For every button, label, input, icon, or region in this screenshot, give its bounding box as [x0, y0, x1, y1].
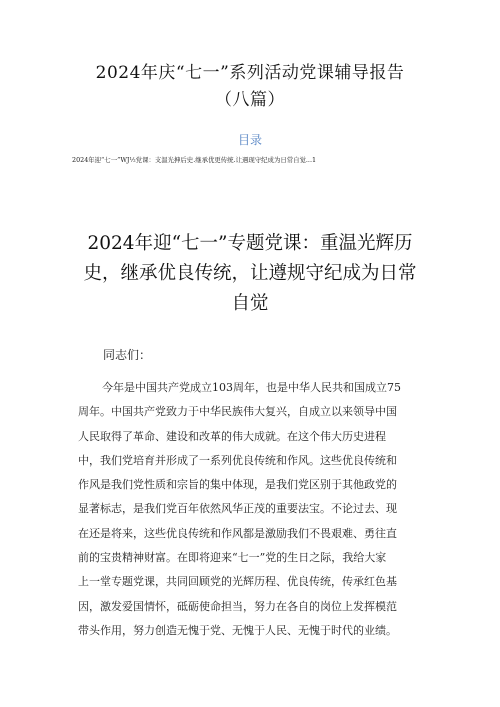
document-title	[40, 60, 460, 114]
body-line: 前的宝贵精神财富。在即将迎来“七一”党的生日之际，我给大家	[78, 551, 387, 565]
toc-heading: 目录	[237, 133, 262, 147]
greeting: 同志们：	[103, 348, 152, 362]
body-line: 带头作用，努力创造无愧于党、无愧于人民、无愧于时代的业绩。	[78, 623, 397, 637]
body-line: 上一堂专题党课，共同回顾党的光辉历程、优良传统，传承红色基	[78, 575, 397, 589]
section-title-line-1: 2024年迎“七一”专题党课：重温光辉历	[87, 233, 413, 254]
body-line: 人民取得了革命、建设和改革的伟大成就。在这个伟大历史进程	[78, 429, 386, 443]
body-line: 今年是中国共产党成立103周年，也是中华人民共和国成立75	[102, 381, 401, 394]
document-title-line-2: （八篇）	[215, 90, 285, 110]
section-title-line-2: 史，继承优良传统，让遵规守纪成为日常	[83, 263, 417, 284]
toc-entry-link[interactable]: 2024年迎“七一”WJ½党课：支温光抻后史.继承优更传统.让遇现守纪成为日常自觉...1	[72, 156, 317, 164]
body-line: 因，激发爱国情怀，砥砺使命担当，努力在各自的岗位上发挥模范	[78, 599, 397, 613]
document-title-line-1: 2024年庆“七一”系列活动党课辅导报告	[95, 63, 405, 83]
body-line: 在还是将来，这些优良传统和作风都是激励我们不畏艰难、勇往直	[78, 526, 397, 540]
body-line: 作风是我们党性质和宗旨的集中体现，是我们党区别于其他政党的	[78, 478, 397, 492]
body-line: 中，我们党培育并形成了一系列优良传统和作风。这些优良传统和	[78, 453, 397, 467]
body-line: 周年。中国共产党致力于中华民族伟大复兴，自成立以来领导中国	[78, 405, 397, 419]
section-title-line-3: 自觉	[231, 293, 269, 314]
body-paragraph	[78, 376, 422, 643]
body-line: 显著标志，是我们党百年依然风华正茂的重要法宝。不论过去、现	[78, 502, 397, 516]
section-title	[58, 229, 442, 319]
